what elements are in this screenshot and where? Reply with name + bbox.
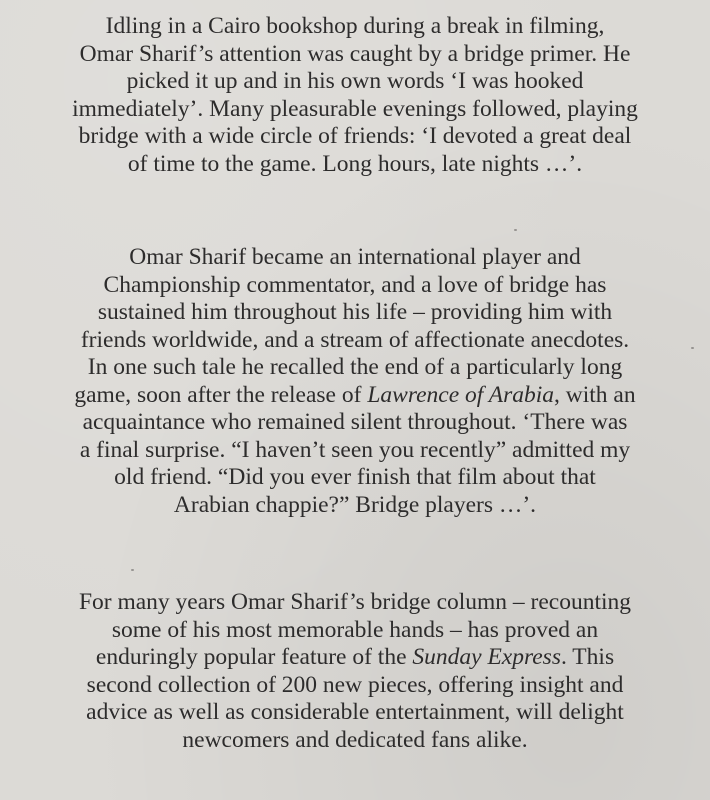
text-line: Idling in a Cairo bookshop during a break in filming, bbox=[105, 13, 605, 39]
text-line: Omar Sharif’s attention was caught by a bridge primer. He bbox=[79, 40, 631, 67]
blurb-paragraph-3 bbox=[0, 589, 710, 754]
text-line bbox=[0, 382, 710, 410]
text-line: advice as well as considerable entertainment, will delight bbox=[86, 699, 624, 725]
text-run: game, soon after the release of bbox=[74, 381, 368, 408]
paper-speck bbox=[691, 347, 694, 349]
text-run: . This bbox=[560, 644, 615, 670]
text-line: second collection of 200 new pieces, offering insight and bbox=[86, 671, 624, 698]
newspaper-title: Sunday Express bbox=[412, 644, 561, 670]
text-line: bridge with a wide circle of friends: ‘I devoted a great deal bbox=[78, 123, 632, 149]
text-line: of time to the game. Long hours, late nights …’. bbox=[127, 150, 583, 177]
text-line: a final surprise. “I haven’t seen you recently” admitted my bbox=[79, 436, 631, 463]
text-line: acquaintance who remained silent throughout. ‘There was bbox=[82, 409, 628, 435]
paper-speck bbox=[514, 229, 517, 231]
text-run: enduringly popular feature of the bbox=[95, 644, 413, 670]
text-line: picked it up and in his own words ‘I was hooked bbox=[126, 68, 584, 94]
text-line: For many years Omar Sharif’s bridge column – recounting bbox=[78, 589, 632, 615]
blurb-paragraph-2 bbox=[0, 244, 710, 519]
text-line: Omar Sharif became an international player and bbox=[129, 244, 581, 270]
text-line bbox=[0, 644, 710, 672]
paper-speck bbox=[131, 569, 134, 571]
text-line: friends worldwide, and a stream of affectionate anecdotes. bbox=[80, 326, 630, 353]
text-line: Championship commentator, and a love of bridge has bbox=[103, 271, 607, 298]
text-line: some of his most memorable hands – has proved an bbox=[111, 616, 599, 643]
blurb-paragraph-1 bbox=[0, 13, 710, 178]
film-title: Lawrence of Arabia bbox=[367, 381, 555, 408]
text-line: old friend. “Did you ever finish that film about that bbox=[114, 464, 596, 490]
text-line: In one such tale he recalled the end of a particularly long bbox=[87, 354, 623, 380]
text-line: immediately’. Many pleasurable evenings followed, playing bbox=[72, 95, 638, 122]
text-line: sustained him throughout his life – providing him with bbox=[97, 299, 613, 325]
text-line: newcomers and dedicated fans alike. bbox=[182, 726, 528, 753]
text-line: Arabian chappie?” Bridge players …’. bbox=[173, 491, 537, 518]
text-run: , with an bbox=[554, 381, 636, 408]
